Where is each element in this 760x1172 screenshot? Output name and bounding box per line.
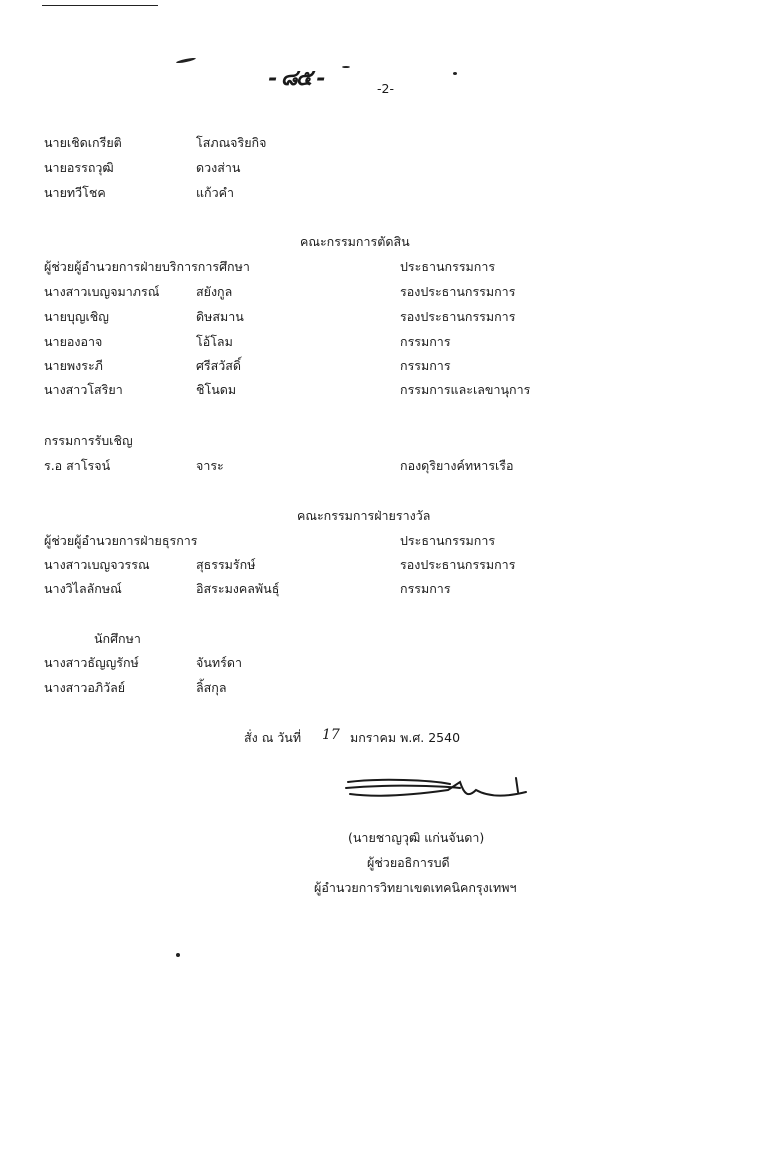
scan-mark xyxy=(176,953,180,957)
member-role: กรรมการ xyxy=(400,334,451,349)
member-name: นายองอาจ xyxy=(44,334,103,349)
member-role: ประธานกรรมการ xyxy=(400,259,496,274)
signatory-position: ผู้อำนวยการวิทยาเขตเทคนิคกรุงเทพฯ xyxy=(314,880,517,895)
member-surname: สุธรรมรักษ์ xyxy=(196,557,256,572)
member-name: ผู้ช่วยผู้อำนวยการฝ่ายบริการการศึกษา xyxy=(44,259,250,274)
student-name: นางสาวอภิวัลย์ xyxy=(44,680,126,695)
person-surname: โสภณจริยกิจ xyxy=(196,135,267,150)
section-heading-students: นักศึกษา xyxy=(94,631,141,646)
top-rule xyxy=(42,5,158,6)
scan-mark xyxy=(453,72,457,75)
person-name: นายเชิดเกรียติ xyxy=(44,135,122,150)
student-surname: ลิ้สกุล xyxy=(196,680,227,695)
member-name: นางสาวเบญจวรรณ xyxy=(44,557,150,572)
signatory-name: (นายชาญวุฒิ แก่นจันดา) xyxy=(348,830,485,845)
member-name: นางวิไลลักษณ์ xyxy=(44,581,122,596)
order-date-rest: มกราคม พ.ศ. 2540 xyxy=(350,730,461,745)
member-surname: ชิโนดม xyxy=(196,382,237,397)
member-role: รองประธานกรรมการ xyxy=(400,309,516,324)
member-name: นางสาวโสริยา xyxy=(44,382,123,397)
member-role: กรรมการ xyxy=(400,358,451,373)
handwritten-page-number: - ๘๕ - xyxy=(268,65,324,91)
member-surname: ศรีสวัสดิ์ xyxy=(196,358,242,373)
person-surname: แก้วคำ xyxy=(196,185,235,200)
scan-mark xyxy=(176,57,196,64)
member-surname: สยังกูล xyxy=(196,284,233,299)
member-surname: อิสระมงคลพันธุ์ xyxy=(196,581,280,596)
scan-mark xyxy=(342,66,350,68)
page-number: -2- xyxy=(377,81,394,96)
signature-image xyxy=(340,768,540,808)
member-surname: จาระ xyxy=(196,458,224,473)
member-surname: ดิษสมาน xyxy=(196,309,244,324)
order-date-prefix: สั่ง ณ วันที่ xyxy=(244,730,302,745)
student-surname: จันทร์ดา xyxy=(196,655,242,670)
person-surname: ดวงส่าน xyxy=(196,160,241,175)
order-date-day: 17 xyxy=(322,727,340,743)
member-name: นางสาวเบญจมาภรณ์ xyxy=(44,284,160,299)
section-heading-invited: กรรมการรับเชิญ xyxy=(44,433,133,448)
member-name: นายพงระภี xyxy=(44,358,103,373)
member-name: นายบุญเชิญ xyxy=(44,309,109,324)
person-name: นายทวีโชค xyxy=(44,185,106,200)
student-name: นางสาวธัญญรักษ์ xyxy=(44,655,139,670)
section-heading-judging: คณะกรรมการตัดสิน xyxy=(300,234,410,249)
member-role: กรรมการและเลขานุการ xyxy=(400,382,531,397)
member-role: กองดุริยางค์ทหารเรือ xyxy=(400,458,514,473)
person-name: นายอรรถวุฒิ xyxy=(44,160,114,175)
section-heading-prize: คณะกรรมการฝ่ายรางวัล xyxy=(297,508,431,523)
member-surname: โอ้โลม xyxy=(196,334,233,349)
member-name: ผู้ช่วยผู้อำนวยการฝ่ายธุรการ xyxy=(44,533,198,548)
signatory-title: ผู้ช่วยอธิการบดี xyxy=(367,855,450,870)
member-role: ประธานกรรมการ xyxy=(400,533,496,548)
member-role: รองประธานกรรมการ xyxy=(400,557,516,572)
member-role: กรรมการ xyxy=(400,581,451,596)
member-name: ร.อ สาโรจน์ xyxy=(44,458,111,473)
member-role: รองประธานกรรมการ xyxy=(400,284,516,299)
